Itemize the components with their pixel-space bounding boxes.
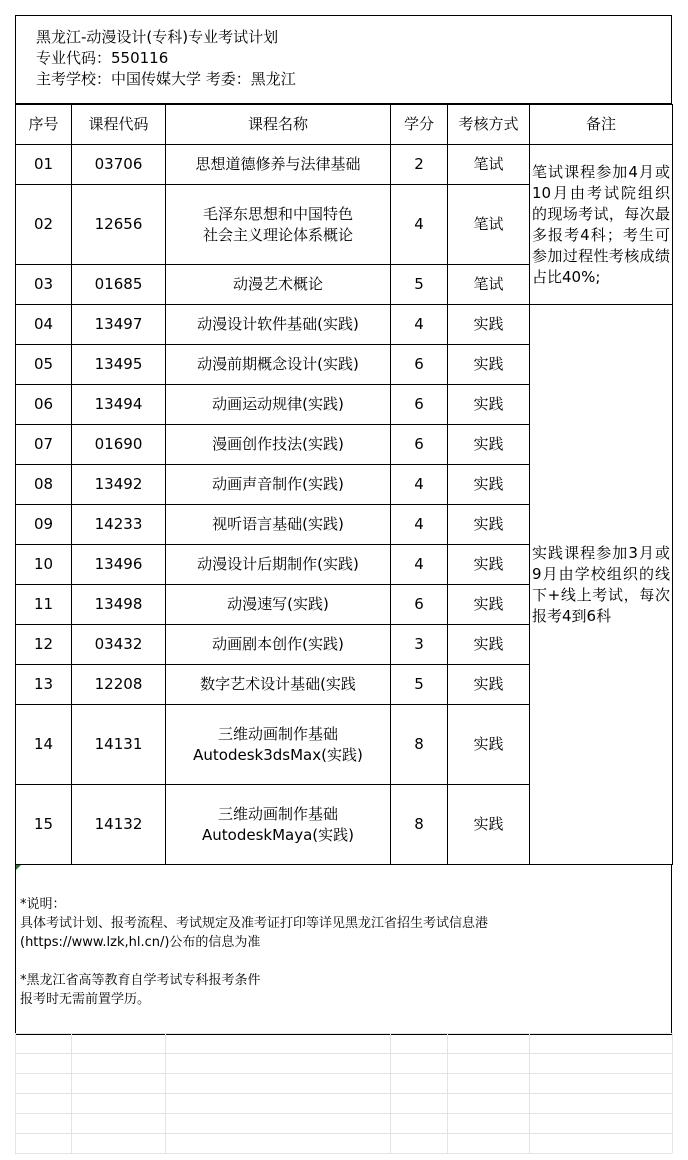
course-name-line: 动画声音制作(实践) <box>212 475 344 493</box>
course-code: 03706 <box>72 145 166 185</box>
course-credit: 6 <box>391 585 448 625</box>
column-header: 课程名称 <box>166 105 391 145</box>
exam-method: 实践 <box>448 665 530 705</box>
course-credit: 5 <box>391 665 448 705</box>
exam-method: 实践 <box>448 545 530 585</box>
exam-method: 实践 <box>448 425 530 465</box>
major-code: 专业代码：550116 <box>36 49 169 67</box>
course-credit: 4 <box>391 545 448 585</box>
column-header: 序号 <box>16 105 72 145</box>
exam-method: 笔试 <box>448 265 530 305</box>
school-info: 主考学校：中国传媒大学 考委：黑龙江 <box>36 70 296 88</box>
course-code: 13498 <box>72 585 166 625</box>
course-credit: 5 <box>391 265 448 305</box>
plan-title: 黑龙江-动漫设计(专科)专业考试计划 <box>36 28 279 46</box>
course-code: 13497 <box>72 305 166 345</box>
notes-line-4: 报考时无需前置学历。 <box>20 992 151 1007</box>
notes-title: *说明： <box>20 897 66 912</box>
course-credit: 4 <box>391 185 448 265</box>
course-code: 14131 <box>72 705 166 785</box>
course-code: 13495 <box>72 345 166 385</box>
course-name <box>166 345 391 385</box>
course-number: 14 <box>16 705 72 785</box>
notes-section <box>15 865 672 1035</box>
course-code: 12208 <box>72 665 166 705</box>
course-code: 13496 <box>72 545 166 585</box>
course-code: 13494 <box>72 385 166 425</box>
course-name-line: 动漫设计软件基础(实践) <box>197 315 359 333</box>
course-credit: 4 <box>391 465 448 505</box>
course-number: 07 <box>16 425 72 465</box>
course-number: 02 <box>16 185 72 265</box>
course-name-line: 三维动画制作基础 <box>217 804 338 823</box>
exam-method: 实践 <box>448 625 530 665</box>
empty-spreadsheet-grid <box>15 1033 672 1153</box>
exam-method: 实践 <box>448 345 530 385</box>
course-name-line: 动漫艺术概论 <box>232 275 323 293</box>
course-name-line: 思想道德修养与法律基础 <box>195 155 361 173</box>
course-name <box>166 705 391 785</box>
course-credit: 4 <box>391 505 448 545</box>
course-credit: 8 <box>391 705 448 785</box>
exam-method: 实践 <box>448 305 530 345</box>
course-credit: 8 <box>391 785 448 865</box>
course-code: 12656 <box>72 185 166 265</box>
course-name-line: 毛泽东思想和中国特色 <box>202 204 353 223</box>
column-header: 学分 <box>391 105 448 145</box>
notes-line-1: 具体考试计划、报考流程、考试规定及准考证打印等详见黑龙江省招生考试信息港 <box>20 916 489 931</box>
course-code: 13492 <box>72 465 166 505</box>
course-name-line: 动漫速写(实践) <box>227 595 329 613</box>
cell-marker-icon <box>16 865 21 870</box>
plan-header <box>15 15 672 104</box>
remark-practice: 实践课程参加3月或9月由学校组织的线下+线上考试，每次报考4到6科 <box>530 305 673 865</box>
course-credit: 4 <box>391 305 448 345</box>
course-name-line: AutodeskMaya(实践) <box>202 825 354 844</box>
course-table <box>15 104 673 865</box>
table-header-row <box>16 105 673 145</box>
course-number: 12 <box>16 625 72 665</box>
course-name <box>166 385 391 425</box>
course-name-line: 动漫设计后期制作(实践) <box>197 555 359 573</box>
course-number: 15 <box>16 785 72 865</box>
notes-line-3: *黑龙江省高等教育自学考试专科报考条件 <box>20 973 261 988</box>
exam-method: 实践 <box>448 465 530 505</box>
course-number: 04 <box>16 305 72 345</box>
course-number: 05 <box>16 345 72 385</box>
course-name-line: 三维动画制作基础 <box>217 724 338 743</box>
course-number: 13 <box>16 665 72 705</box>
course-name-line: 动画运动规律(实践) <box>212 395 344 413</box>
exam-method: 实践 <box>448 505 530 545</box>
course-name <box>166 505 391 545</box>
course-number: 11 <box>16 585 72 625</box>
notes-line-2: (https://www.lzk,hl.cn/)公布的信息为准 <box>20 935 261 950</box>
table-row <box>16 305 673 345</box>
course-number: 10 <box>16 545 72 585</box>
course-code: 01685 <box>72 265 166 305</box>
course-name-line: Autodesk3dsMax(实践) <box>193 745 363 764</box>
course-name <box>166 665 391 705</box>
course-name-line: 数字艺术设计基础(实践 <box>200 675 356 693</box>
column-header: 备注 <box>530 105 673 145</box>
course-name-line: 动漫前期概念设计(实践) <box>197 355 359 373</box>
course-name <box>166 585 391 625</box>
column-header: 课程代码 <box>72 105 166 145</box>
course-name-line: 漫画创作技法(实践) <box>212 435 344 453</box>
course-number: 06 <box>16 385 72 425</box>
course-code: 03432 <box>72 625 166 665</box>
course-code: 14132 <box>72 785 166 865</box>
course-name-line: 社会主义理论体系概论 <box>202 225 353 244</box>
course-credit: 2 <box>391 145 448 185</box>
course-number: 01 <box>16 145 72 185</box>
exam-method: 笔试 <box>448 145 530 185</box>
course-name <box>166 145 391 185</box>
course-name-line: 动画剧本创作(实践) <box>212 635 344 653</box>
exam-method: 笔试 <box>448 185 530 265</box>
course-name <box>166 625 391 665</box>
course-name <box>166 465 391 505</box>
course-name <box>166 545 391 585</box>
course-credit: 3 <box>391 625 448 665</box>
remark-written: 笔试课程参加4月或10月由考试院组织的现场考试，每次最多报考4科；考生可参加过程性考核成绩占比40%; <box>530 145 673 305</box>
course-number: 03 <box>16 265 72 305</box>
exam-method: 实践 <box>448 785 530 865</box>
course-name <box>166 305 391 345</box>
table-row <box>16 145 673 185</box>
course-credit: 6 <box>391 385 448 425</box>
course-number: 08 <box>16 465 72 505</box>
course-code: 01690 <box>72 425 166 465</box>
course-code: 14233 <box>72 505 166 545</box>
exam-plan-sheet <box>15 15 672 1035</box>
course-name <box>166 425 391 465</box>
exam-method: 实践 <box>448 385 530 425</box>
course-name <box>166 265 391 305</box>
course-name <box>166 785 391 865</box>
course-credit: 6 <box>391 345 448 385</box>
column-header: 考核方式 <box>448 105 530 145</box>
exam-method: 实践 <box>448 585 530 625</box>
course-credit: 6 <box>391 425 448 465</box>
exam-method: 实践 <box>448 705 530 785</box>
course-number: 09 <box>16 505 72 545</box>
course-name <box>166 185 391 265</box>
course-name-line: 视听语言基础(实践) <box>212 515 344 533</box>
